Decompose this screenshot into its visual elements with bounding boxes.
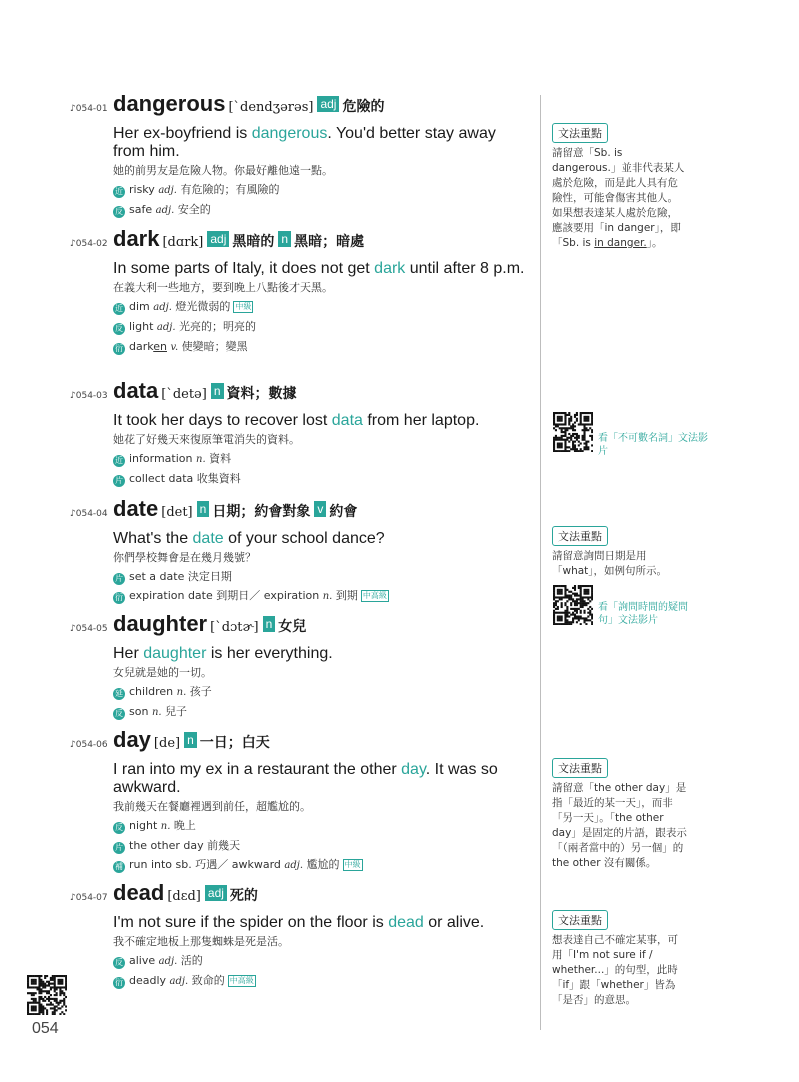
entry-head <box>70 611 525 643</box>
headword: dark [dɑrk] adj 黑暗的 n 黑暗；暗處 <box>113 226 365 251</box>
related-word: 補 run into sb. 巧遇／ awkward adj. 尷尬的 中級 <box>115 858 361 871</box>
entry-dead <box>70 880 525 990</box>
note-title: 文法重點 <box>552 123 608 143</box>
pos-tag: n <box>211 383 224 399</box>
level-tag: 中高級 <box>229 976 254 985</box>
pos-tag: n <box>184 732 197 748</box>
pos-tag: adj <box>317 96 339 112</box>
example-sentence: It took her days to recover lost data from her laptop. <box>113 412 480 429</box>
example-sentence: I ran into my ex in a restaurant the other day. It was so awkward. <box>113 761 498 796</box>
translation: 我不確定地板上那隻蜘蛛是死是活。 <box>113 935 289 948</box>
example-sentence: Her daughter is her everything. <box>113 645 333 662</box>
qr-code[interactable] <box>553 585 593 625</box>
grammar-note-1 <box>552 122 687 251</box>
example-sentence: Her ex-boyfriend is dangerous. You'd better stay away from him. <box>113 125 496 160</box>
grammar-note-4 <box>552 909 687 1008</box>
audio-track-label[interactable]: ♪054-05 <box>70 624 108 634</box>
related-word: 近 information n. 資料 <box>115 452 232 465</box>
qr-pattern-icon <box>553 412 593 452</box>
entry-daughter <box>70 611 525 721</box>
entry-dark <box>70 226 525 356</box>
related-word: 反 light adj. 光亮的；明亮的 <box>115 320 257 333</box>
audio-track-label[interactable]: ♪054-07 <box>70 893 108 903</box>
translation: 她花了好幾天來復原筆電消失的資料。 <box>113 433 300 446</box>
note-title: 文法重點 <box>552 526 608 546</box>
note-title: 文法重點 <box>552 910 608 930</box>
qr-pattern-icon <box>553 585 593 625</box>
qr-code[interactable] <box>553 412 593 452</box>
phonetic: [ˋdɔtɚ] <box>210 620 259 635</box>
entry-data <box>70 378 525 487</box>
related-word: 近 dim adj. 燈光微弱的 中級 <box>115 300 252 313</box>
example-sentence: I'm not sure if the spider on the floor is dead or alive. <box>113 914 485 931</box>
related-word: 片 collect data 收集資料 <box>115 472 241 485</box>
phonetic: [dɑrk] <box>162 235 204 250</box>
entry-head <box>70 496 525 528</box>
related-word: 片 set a date 決定日期 <box>115 570 232 583</box>
example-sentence: In some parts of Italy, it does not get dark until after 8 p.m. <box>113 260 525 277</box>
pos-tag: n <box>278 231 291 247</box>
note-body: 請留意詢問日期是用「what」，如例句所示。 <box>552 550 668 577</box>
translation: 你們學校舞會是在幾月幾號？ <box>113 551 256 564</box>
entry-date <box>70 496 525 605</box>
pos-tag: adj <box>207 231 229 247</box>
definition: 危險的 <box>342 99 385 115</box>
audio-track-label[interactable]: ♪054-02 <box>70 239 108 249</box>
translation: 她的前男友是危險人物。你最好離他遠一點。 <box>113 164 333 177</box>
translation: 在義大利一些地方，要到晚上八點後才天黑。 <box>113 281 333 294</box>
related-word: 延 children n. 孩子 <box>115 685 212 698</box>
audio-track-label[interactable]: ♪054-06 <box>70 740 108 750</box>
level-tag: 中級 <box>235 302 252 311</box>
phonetic: [det] <box>161 505 193 520</box>
entry-head <box>70 378 525 410</box>
sidebar-divider <box>540 95 541 1030</box>
related-word: 衍 deadly adj. 致命的 中高級 <box>115 974 254 987</box>
related-word: 衍 darken v. 使變暗；變黑 <box>115 340 248 353</box>
audio-track-label[interactable]: ♪054-03 <box>70 391 108 401</box>
page-number: 054 <box>32 1020 59 1037</box>
antonym-badge: 反 <box>115 207 123 216</box>
pos-tag: v <box>314 501 326 517</box>
level-tag: 中級 <box>344 860 361 869</box>
headword: data [ˋdetə] n 資料；數據 <box>113 378 297 403</box>
audio-track-label[interactable]: ♪054-01 <box>70 104 108 114</box>
headword: day [de] n 一日；白天 <box>113 727 270 752</box>
related-word: 反 alive adj. 活的 <box>115 954 203 967</box>
related-word: 片 the other day 前幾天 <box>115 839 241 852</box>
note-title: 文法重點 <box>552 758 608 778</box>
related-word: 衍 expiration date 到期日／ expiration n. 到期 中高級 <box>115 589 387 602</box>
translation: 我前幾天在餐廳裡遇到前任，超尷尬的。 <box>113 800 311 813</box>
phonetic: [ˋdetə] <box>161 387 207 402</box>
headword: daughter [ˋdɔtɚ] n 女兒 <box>113 611 307 636</box>
note-body: 請留意「Sb. is dangerous.」並非代表某人處於危險，而是此人具有危險性，可能會傷害其他人。如果想表達某人處於危險，應該要用「in danger」，即「Sb. is in danger.」。 <box>552 147 685 249</box>
related-word: 反 safe adj. 安全的 <box>115 203 211 216</box>
entry-head <box>70 727 525 759</box>
phonetic: [ˋdendʒərəs] <box>228 100 314 115</box>
related-word: 反 night n. 晚上 <box>115 819 196 832</box>
grammar-note-2 <box>552 525 687 579</box>
example-sentence: What's the date of your school dance? <box>113 530 385 547</box>
related-word: 反 son n. 兒子 <box>115 705 188 718</box>
synonym-badge: 近 <box>115 187 123 196</box>
qr-caption: 看「詢問時間的疑問句」文法影片 <box>598 602 688 626</box>
entry-day <box>70 727 525 874</box>
level-tag: 中高級 <box>362 591 387 600</box>
translation: 女兒就是她的一切。 <box>113 666 212 679</box>
headword: dangerous [ˋdendʒərəs] adj 危險的 <box>113 91 385 116</box>
phonetic: [dɛd] <box>167 889 201 904</box>
entry-head <box>70 880 525 912</box>
note-body: 請留意「the other day」是指「最近的某一天」，而非「另一天」。「the other day」是固定的片語，跟表示「（兩者當中的）另一個」的 the other 沒有關係。 <box>552 782 687 869</box>
pos-tag: n <box>197 501 210 517</box>
page-qr-code[interactable] <box>27 975 67 1015</box>
audio-track-label[interactable]: ♪054-04 <box>70 509 108 519</box>
headword: dead [dɛd] adj 死的 <box>113 880 258 905</box>
phonetic: [de] <box>153 736 181 751</box>
headword: date [det] n 日期；約會對象 v 約會 <box>113 496 358 521</box>
related-word: 近 risky adj. 有危險的；有風險的 <box>115 183 280 196</box>
pos-tag: n <box>263 616 276 632</box>
qr-pattern-icon <box>27 975 67 1015</box>
entry-head <box>70 91 525 123</box>
entry-dangerous <box>70 91 525 219</box>
grammar-note-3 <box>552 757 687 871</box>
qr-caption: 看「不可數名詞」文法影片 <box>598 433 708 457</box>
entry-head <box>70 226 525 258</box>
note-body: 想表達自己不確定某事，可用「I'm not sure if / whether...」的句型，此時「if」跟「whether」皆為「是否」的意思。 <box>552 934 678 1006</box>
pos-tag: adj <box>205 885 227 901</box>
